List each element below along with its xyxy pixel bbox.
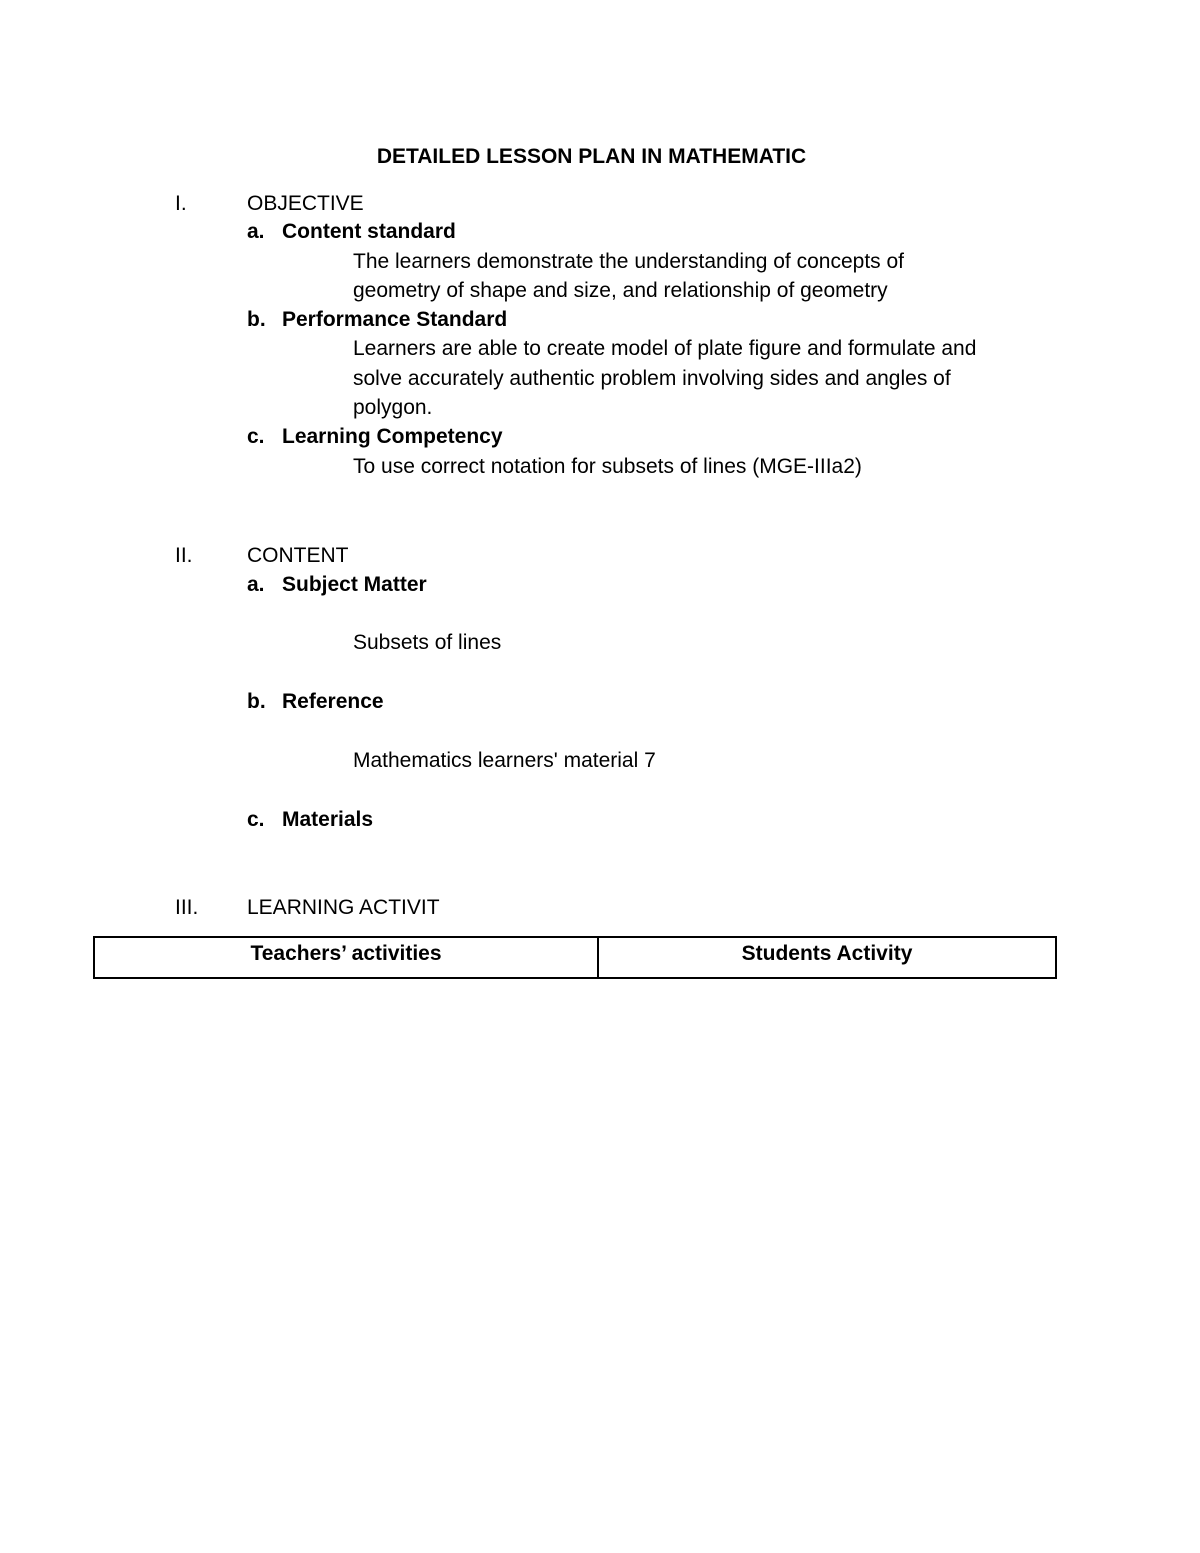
section-1-item-a-label: Content standard	[282, 220, 456, 243]
section-2-numeral: II.	[175, 544, 193, 567]
section-2-item-b-line-1: Mathematics learners' material 7	[353, 749, 656, 772]
section-3-heading: LEARNING ACTIVIT	[247, 896, 440, 919]
section-1-item-b-label: Performance Standard	[282, 308, 508, 331]
section-2-item-a-line-1: Subsets of lines	[353, 631, 502, 654]
section-2-item-a-letter: a.	[247, 573, 265, 596]
section-1-item-a-line-2: geometry of shape and size, and relationship of geometry	[353, 279, 888, 302]
table-header-students-activity: Students Activity	[741, 942, 913, 965]
table-header-teachers-activities: Teachers’ activities	[95, 938, 599, 977]
section-2-item-a-label: Subject Matter	[282, 573, 427, 596]
document-title: DETAILED LESSON PLAN IN MATHEMATIC	[376, 145, 807, 168]
section-2-heading: CONTENT	[247, 544, 349, 567]
section-1-item-c-label: Learning Competency	[282, 425, 503, 448]
section-2-item-c-letter: c.	[247, 808, 265, 831]
section-1-item-c-line-1: To use correct notation for subsets of lines (MGE-IIIa2)	[353, 455, 862, 478]
section-2-item-b-label: Reference	[282, 690, 384, 713]
section-2-item-b-letter: b.	[247, 690, 266, 713]
section-1-item-c-letter: c.	[247, 425, 265, 448]
section-1-numeral: I.	[175, 192, 187, 215]
activity-table	[93, 936, 1057, 979]
section-1-heading: OBJECTIVE	[247, 192, 364, 215]
section-1-item-b-line-1: Learners are able to create model of plate figure and formulate and	[353, 337, 977, 360]
section-2-item-c-label: Materials	[282, 808, 374, 831]
section-3-numeral: III.	[175, 896, 199, 919]
section-1-item-a-line-1: The learners demonstrate the understanding of concepts of	[353, 250, 905, 273]
section-1-item-b-letter: b.	[247, 308, 266, 331]
section-1-item-b-line-3: polygon.	[353, 396, 433, 419]
section-1-item-a-letter: a.	[247, 220, 265, 243]
section-1-item-b-line-2: solve accurately authentic problem involving sides and angles of	[353, 367, 951, 390]
